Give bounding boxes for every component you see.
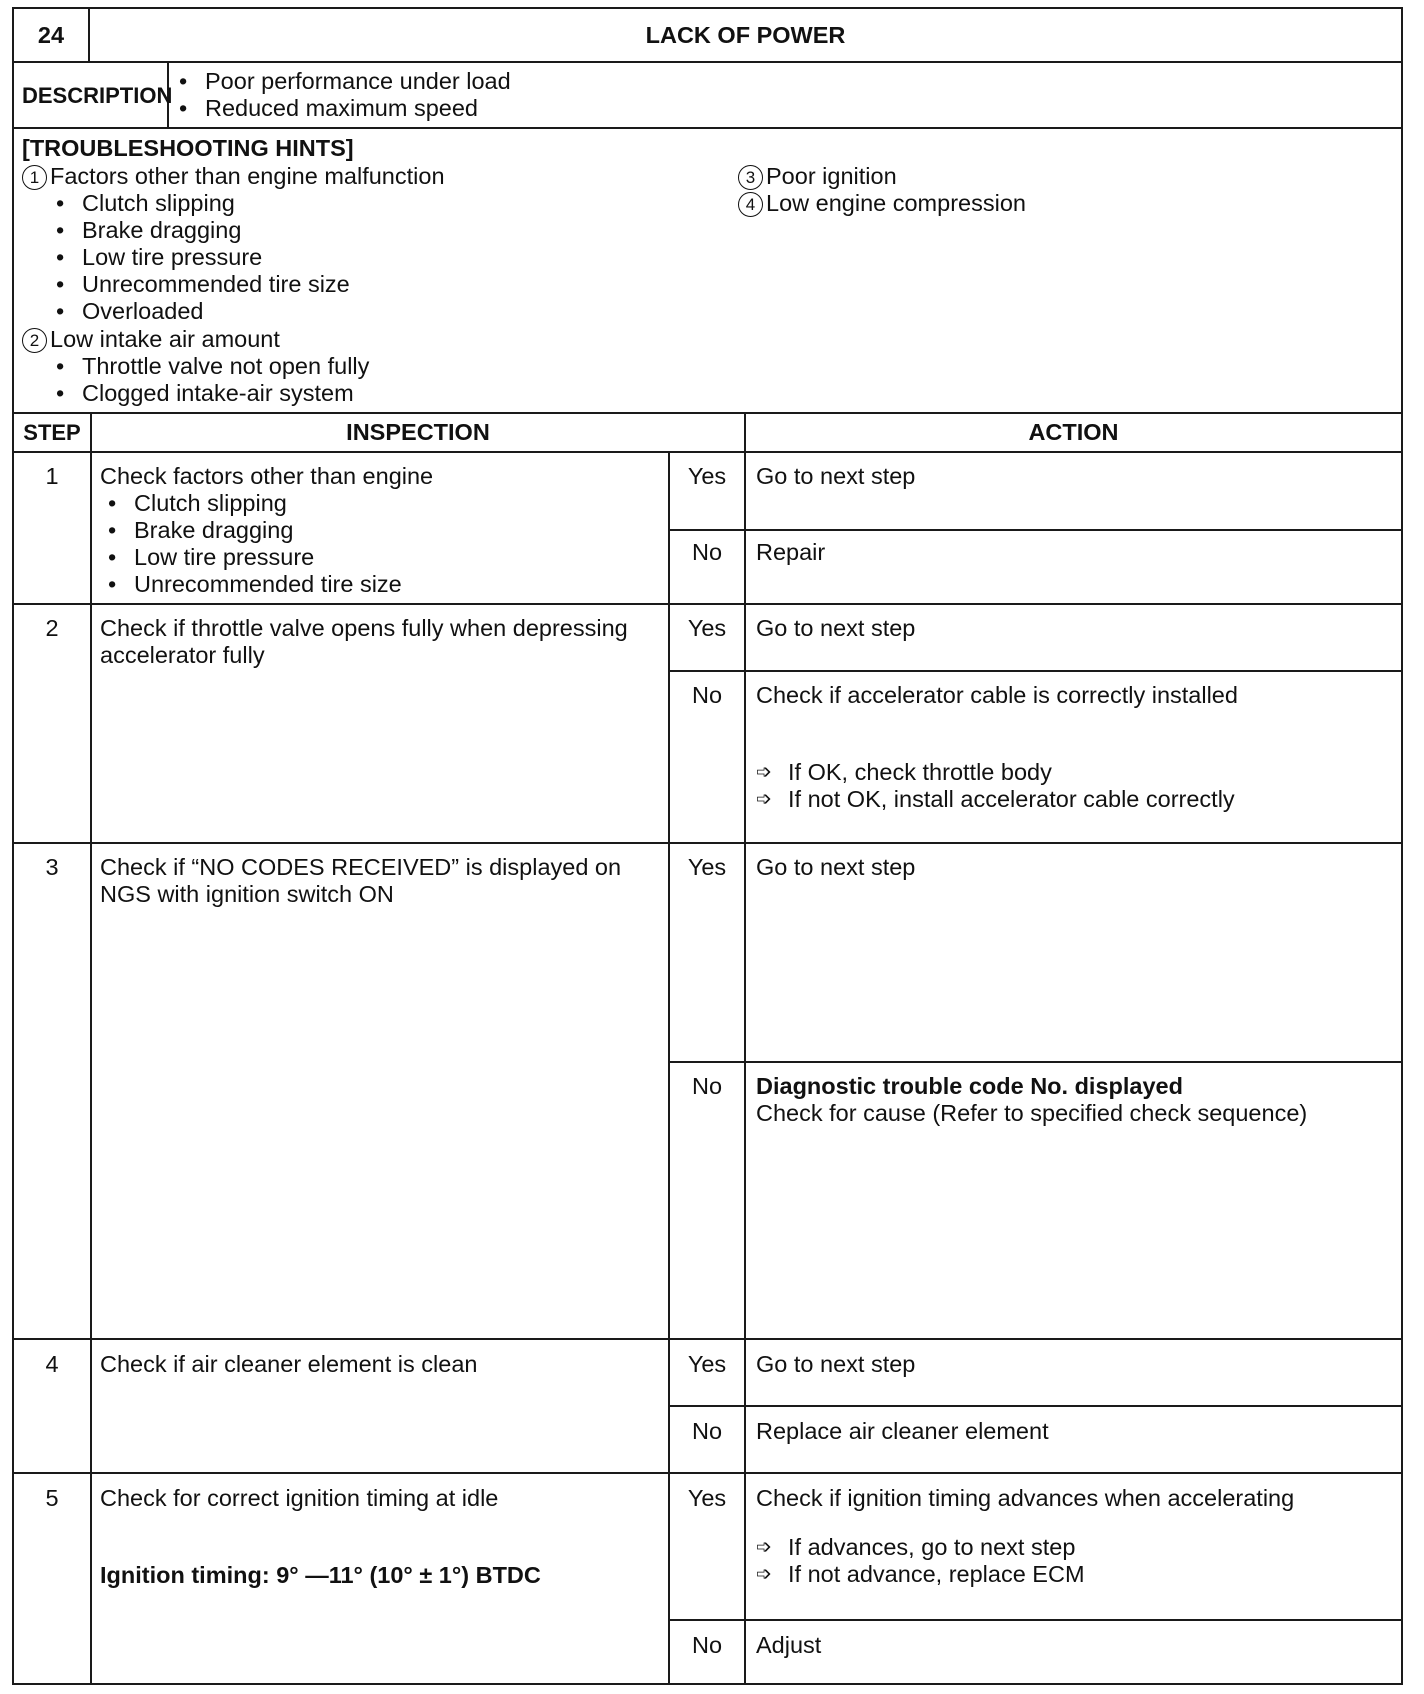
list-item: • Brake dragging [100, 517, 402, 544]
yes-label: Yes [687, 1485, 727, 1511]
list-item: ➩ If not OK, install accelerator cable correctly [756, 786, 1235, 813]
section-number: 24 [37, 22, 65, 48]
hint-factor-4 [738, 190, 1026, 217]
hints-title: [TROUBLESHOOTING HINTS] [22, 135, 354, 161]
inspection-text: Check factors other than engine [100, 463, 434, 489]
no-label: No [691, 1073, 723, 1099]
no-label: No [691, 539, 723, 565]
list-item: • Clogged intake-air system [48, 380, 369, 407]
list-item: • Low tire pressure [100, 544, 402, 571]
inspection-list [100, 490, 402, 598]
list-item: • Brake dragging [48, 217, 350, 244]
list-item: ➩ If OK, check throttle body [756, 759, 1235, 786]
no-substeps [756, 759, 1235, 813]
inspection-text: NGS with ignition switch ON [100, 881, 394, 907]
list-item: • Throttle valve not open fully [48, 353, 369, 380]
no-action: Check if accelerator cable is correctly installed [756, 682, 1238, 708]
ignition-timing-spec: Ignition timing: 9° —11° (10° ± 1°) BTDC [100, 1562, 541, 1588]
circled-number: 4 [738, 192, 763, 217]
description-list [171, 68, 511, 122]
list-item: • Poor performance under load [171, 68, 511, 95]
yes-label: Yes [687, 615, 727, 641]
hint-text: Factors other than engine malfunction [50, 163, 445, 189]
inspection-text: Check for correct ignition timing at idle [100, 1485, 499, 1511]
yes-action: Go to next step [756, 615, 916, 641]
yes-action: Go to next step [756, 854, 916, 880]
yes-action: Go to next step [756, 463, 916, 489]
inspection-text: Check if throttle valve opens fully when depressing [100, 615, 628, 641]
list-item: • Clutch slipping [48, 190, 350, 217]
list-item: • Unrecommended tire size [100, 571, 402, 598]
list-item: • Low tire pressure [48, 244, 350, 271]
no-label: No [691, 1418, 723, 1444]
step-number: 5 [45, 1485, 59, 1511]
no-label: No [691, 1632, 723, 1658]
hint-text: Poor ignition [766, 163, 897, 189]
description-label: DESCRIPTION [22, 83, 173, 108]
column-header-inspection: INSPECTION [346, 419, 490, 445]
no-action: Replace air cleaner element [756, 1418, 1049, 1444]
yes-label: Yes [687, 1351, 727, 1377]
column-header-step: STEP [23, 420, 81, 445]
no-action: Repair [756, 539, 826, 565]
list-item: • Clutch slipping [100, 490, 402, 517]
yes-label: Yes [687, 463, 727, 489]
step-number: 1 [45, 463, 59, 489]
inspection-text: Check if “NO CODES RECEIVED” is displayed on [100, 854, 622, 880]
circled-number: 3 [738, 165, 763, 190]
hint-factor-3 [738, 163, 897, 190]
list-item: • Overloaded [48, 298, 350, 325]
no-action-heading: Diagnostic trouble code No. displayed [756, 1073, 1183, 1099]
step-number: 4 [45, 1351, 59, 1377]
list-item: • Unrecommended tire size [48, 271, 350, 298]
yes-action: Check if ignition timing advances when accelerating [756, 1485, 1295, 1511]
circled-number: 2 [22, 328, 47, 353]
hint-factor-1-list [48, 190, 350, 325]
no-action: Adjust [756, 1632, 822, 1658]
circled-number: 1 [22, 165, 47, 190]
hint-text: Low intake air amount [50, 326, 280, 352]
yes-action: Go to next step [756, 1351, 916, 1377]
list-item: ➩ If advances, go to next step [756, 1534, 1085, 1561]
column-header-action: ACTION [1028, 419, 1119, 445]
inspection-text: Check if air cleaner element is clean [100, 1351, 478, 1377]
no-label: No [691, 682, 723, 708]
step-number: 3 [45, 854, 59, 880]
hint-factor-2-list [48, 353, 369, 407]
no-action: Check for cause (Refer to specified check sequence) [756, 1100, 1308, 1126]
hint-factor-2 [22, 326, 280, 353]
step-number: 2 [45, 615, 59, 641]
list-item: ➩ If not advance, replace ECM [756, 1561, 1085, 1588]
page-title: LACK OF POWER [645, 22, 846, 48]
list-item: • Reduced maximum speed [171, 95, 511, 122]
hint-text: Low engine compression [766, 190, 1026, 216]
hint-factor-1 [22, 163, 445, 190]
yes-label: Yes [687, 854, 727, 880]
yes-substeps [756, 1534, 1085, 1588]
inspection-text: accelerator fully [100, 642, 265, 668]
